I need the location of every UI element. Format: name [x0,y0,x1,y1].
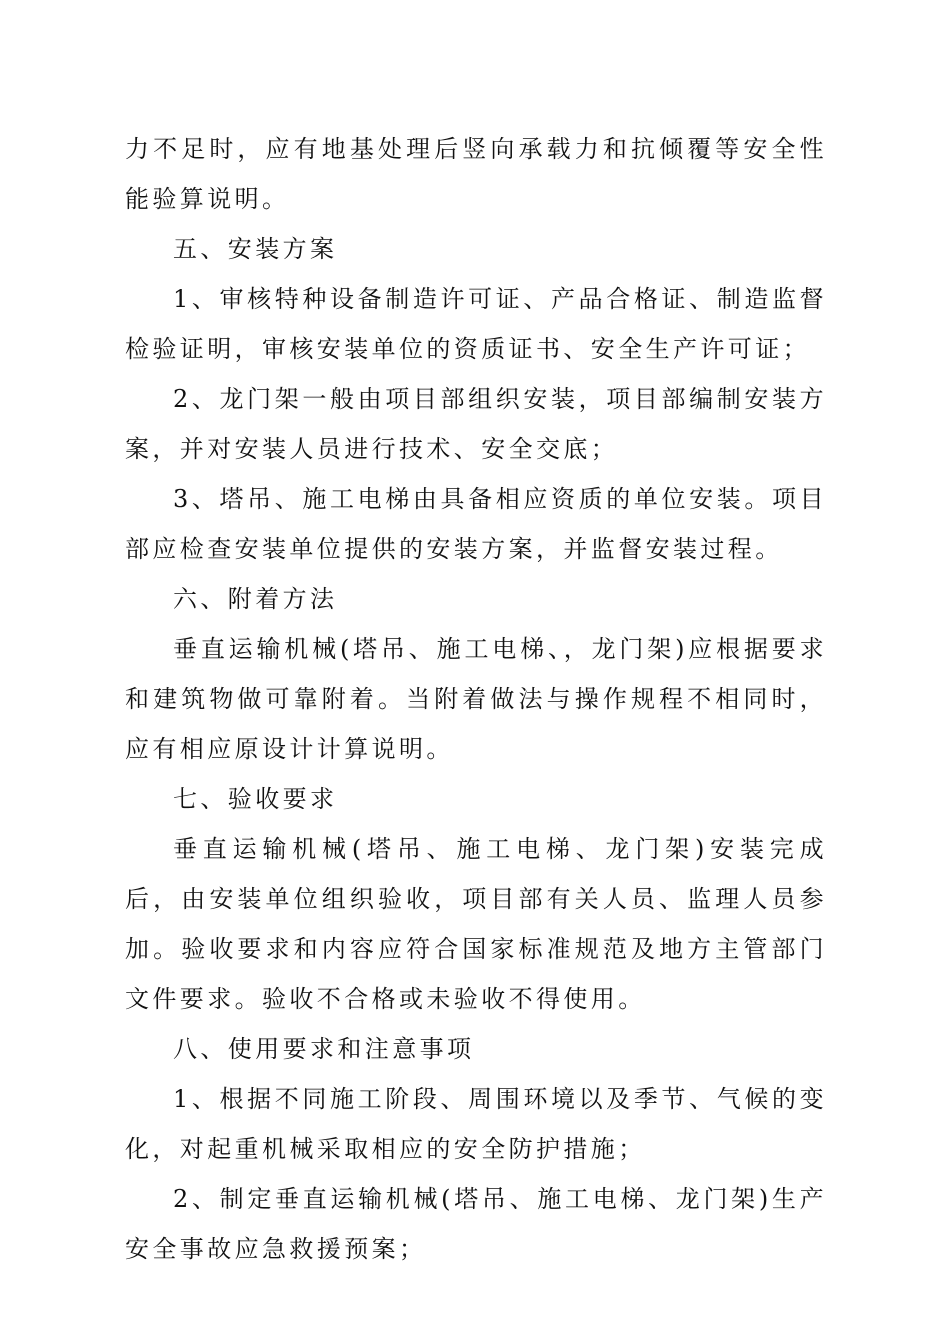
paragraph-attachment-method: 垂直运输机械(塔吊、施工电梯、，龙门架)应根据要求和建筑物做可靠附着。当附着做法与操作规程不相同时，应有相应原设计计算说明。 [125,635,827,763]
section-heading-acceptance: 七、验收要求 [173,785,338,813]
paragraph-continuation: 力不足时，应有地基处理后竖向承载力和抗倾覆等安全性能验算说明。 [125,135,827,213]
list-item-installation-2: 2、龙门架一般由项目部组织安装，项目部编制安装方案，并对安装人员进行技术、安全交底； [125,385,827,463]
list-item-installation-1: 1、审核特种设备制造许可证、产品合格证、制造监督检验证明，审核安装单位的资质证书、安全生产许可证； [125,285,827,363]
document-body [125,124,827,1274]
section-heading-installation-plan: 五、安装方案 [173,235,338,263]
section-heading-attachment-method: 六、附着方法 [173,585,338,613]
list-item-usage-1: 1、根据不同施工阶段、周围环境以及季节、气候的变化，对起重机械采取相应的安全防护措施； [125,1085,827,1163]
paragraph-acceptance: 垂直运输机械(塔吊、施工电梯、龙门架)安装完成后，由安装单位组织验收，项目部有关人员、监理人员参加。验收要求和内容应符合国家标准规范及地方主管部门文件要求。验收不合格或未验收不得使用。 [125,835,827,1013]
list-item-usage-2: 2、制定垂直运输机械(塔吊、施工电梯、龙门架)生产安全事故应急救援预案； [125,1185,827,1263]
section-heading-usage-requirements: 八、使用要求和注意事项 [173,1035,475,1063]
list-item-installation-3: 3、塔吊、施工电梯由具备相应资质的单位安装。项目部应检查安装单位提供的安装方案，并监督安装过程。 [125,485,827,563]
